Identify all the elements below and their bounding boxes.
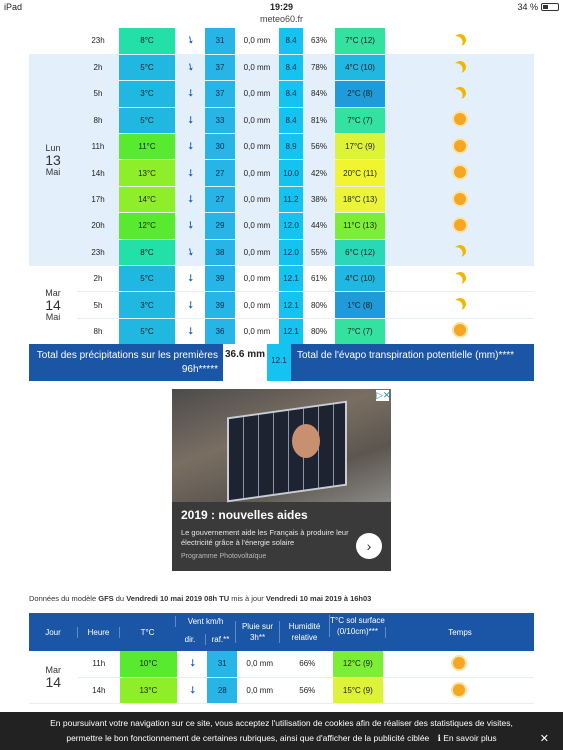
hour-cell: 14h xyxy=(78,677,121,703)
rain-cell: 0,0 mm xyxy=(235,318,279,344)
day-name: Mar xyxy=(45,665,62,676)
temp-cell: 8°C xyxy=(119,28,175,54)
hour-cell: 11h xyxy=(77,134,119,160)
etp-cell: 10.0 xyxy=(279,160,303,186)
day-cell xyxy=(29,651,78,704)
sky-cell xyxy=(385,134,534,160)
sun-icon xyxy=(454,140,466,152)
day-name: Lun xyxy=(45,142,61,153)
forecast-table-2 xyxy=(29,651,534,704)
header-jour: Jour xyxy=(45,628,61,637)
wind-arrow-icon: ➘ xyxy=(183,60,197,75)
header-vent: Vent km/h xyxy=(175,616,235,627)
humidity-cell: 56% xyxy=(303,134,335,160)
wind-arrow-icon: ➘ xyxy=(183,113,197,128)
temp-cell: 3°C xyxy=(119,81,175,107)
table-row xyxy=(29,213,534,239)
cookie-more-link[interactable]: ℹ En savoir plus xyxy=(437,733,497,743)
gust-cell: 37 xyxy=(205,54,235,80)
humidity-cell: 80% xyxy=(303,318,335,344)
soil-temp-cell: 18°C (13) xyxy=(335,186,385,212)
wind-arrow-icon: ➘ xyxy=(183,166,197,180)
sky-cell xyxy=(385,318,534,344)
wind-direction-cell xyxy=(175,54,205,80)
wind-arrow-icon: ➘ xyxy=(185,683,199,698)
table-row xyxy=(29,160,534,186)
sun-icon xyxy=(454,113,466,125)
day-month: Mai xyxy=(45,312,61,323)
solar-panel-image xyxy=(227,401,347,503)
etp-total-value: 12.1 xyxy=(267,344,291,381)
humidity-cell: 42% xyxy=(303,160,335,186)
soil-temp-cell: 12°C (9) xyxy=(333,651,384,677)
wind-arrow-icon: ➘ xyxy=(183,324,197,339)
adchoices-icon[interactable]: ▷✕ xyxy=(376,390,391,400)
cookie-text-line1: En poursuivant votre navigation sur ce site, vous acceptez l'utilisation de cookies afin de réaliser des statistiques de visites, xyxy=(50,718,513,728)
sky-cell xyxy=(385,81,534,107)
day-month: Mai xyxy=(45,166,61,177)
rain-cell: 0,0 mm xyxy=(235,266,279,292)
gust-cell: 39 xyxy=(205,292,235,318)
table-row xyxy=(29,28,534,54)
day-cell xyxy=(29,266,77,345)
hour-cell: 2h xyxy=(77,54,119,80)
rain-cell: 0,0 mm xyxy=(235,28,279,54)
wind-arrow-icon: ➘ xyxy=(183,298,197,312)
hour-cell: 5h xyxy=(77,292,119,318)
etp-total-label: Total de l'évapo transpiration potentielle (mm)**** xyxy=(297,350,515,361)
wind-direction-cell xyxy=(175,318,205,344)
day-name: Mar xyxy=(45,288,61,299)
gust-cell: 31 xyxy=(205,28,235,54)
sky-cell xyxy=(385,54,534,80)
table-row xyxy=(29,677,534,703)
model-info xyxy=(29,594,371,603)
header-sol: T°C sol surface (0/10cm)*** xyxy=(330,616,385,636)
sun-icon xyxy=(454,324,466,336)
battery-percent: 34 % xyxy=(517,2,538,12)
sun-icon xyxy=(454,166,466,178)
temp-cell: 13°C xyxy=(120,677,177,703)
table-row xyxy=(29,134,534,160)
wind-direction-cell xyxy=(175,266,205,292)
gust-cell: 27 xyxy=(205,160,235,186)
ad-description: Le gouvernement aide les Français à produire leur électricité grâce à l'énergie solaire xyxy=(181,528,349,547)
gust-cell: 39 xyxy=(205,266,235,292)
hour-cell: 5h xyxy=(77,81,119,107)
model-updated-label: mis à jour xyxy=(231,594,264,603)
cookie-banner xyxy=(0,712,563,750)
rain-cell: 0,0 mm xyxy=(235,186,279,212)
soil-temp-cell: 15°C (9) xyxy=(333,677,384,703)
etp-cell: 12.1 xyxy=(279,292,303,318)
gust-cell: 36 xyxy=(205,318,235,344)
etp-cell: 12.0 xyxy=(279,213,303,239)
hour-cell: 23h xyxy=(77,239,119,265)
gust-cell: 38 xyxy=(205,239,235,265)
hour-cell: 17h xyxy=(77,186,119,212)
soil-temp-cell: 20°C (11) xyxy=(335,160,385,186)
wind-arrow-icon: ➘ xyxy=(183,192,197,207)
wind-direction-cell xyxy=(175,160,205,186)
humidity-cell: 38% xyxy=(303,186,335,212)
wind-direction-cell xyxy=(175,186,205,212)
moon-icon xyxy=(452,270,467,285)
soil-temp-cell: 11°C (13) xyxy=(335,213,385,239)
sky-cell xyxy=(383,651,534,677)
ios-status-bar xyxy=(0,0,563,14)
etp-cell: 8.4 xyxy=(279,107,303,133)
wind-direction-cell xyxy=(175,28,205,54)
url-bar[interactable]: meteo60.fr xyxy=(0,14,563,28)
temp-cell: 12°C xyxy=(119,213,175,239)
chevron-right-icon[interactable]: › xyxy=(356,533,382,559)
humidity-cell: 80% xyxy=(303,292,335,318)
day-number: 14 xyxy=(45,674,62,691)
table-row xyxy=(29,318,534,344)
table-row xyxy=(29,54,534,80)
header-temps: Temps xyxy=(385,627,534,638)
etp-cell: 12.0 xyxy=(279,239,303,265)
table-row xyxy=(29,81,534,107)
hour-cell: 8h xyxy=(77,318,119,344)
sun-icon xyxy=(453,657,465,669)
person-image xyxy=(292,424,320,458)
battery-icon xyxy=(541,3,559,11)
table-row xyxy=(29,186,534,212)
wind-arrow-icon: ➘ xyxy=(183,271,197,286)
device-label: iPad xyxy=(4,2,23,12)
model-du: du xyxy=(115,594,125,603)
temp-cell: 5°C xyxy=(119,54,175,80)
humidity-cell: 78% xyxy=(303,54,335,80)
wind-arrow-icon: ➘ xyxy=(185,657,199,671)
day-number: 14 xyxy=(45,297,61,314)
gust-cell: 29 xyxy=(205,213,235,239)
soil-temp-cell: 7°C (7) xyxy=(335,107,385,133)
sun-icon xyxy=(453,684,465,696)
wind-direction-cell xyxy=(175,134,205,160)
humidity-cell: 44% xyxy=(303,213,335,239)
humidity-cell: 61% xyxy=(303,266,335,292)
humidity-cell: 84% xyxy=(303,81,335,107)
precip-total-label: Total des précipitations sur les premières 96h***** xyxy=(36,350,218,375)
wind-arrow-icon: ➘ xyxy=(183,219,197,233)
soil-temp-cell: 1°C (8) xyxy=(335,292,385,318)
sky-cell xyxy=(385,160,534,186)
temp-cell: 8°C xyxy=(119,239,175,265)
rain-cell: 0,0 mm xyxy=(235,134,279,160)
header-temp: T°C xyxy=(119,627,175,638)
battery-status xyxy=(517,2,559,12)
temp-cell: 10°C xyxy=(120,651,177,677)
hour-cell: 20h xyxy=(77,213,119,239)
model-name: GFS xyxy=(98,594,114,603)
moon-icon xyxy=(452,59,467,74)
soil-temp-cell: 4°C (10) xyxy=(335,54,385,80)
sky-cell xyxy=(385,266,534,292)
moon-icon xyxy=(452,85,467,100)
header-raf: raf.** xyxy=(205,634,235,645)
ad-photo xyxy=(172,389,391,502)
wind-arrow-icon: ➘ xyxy=(183,34,197,48)
sun-icon xyxy=(454,193,466,205)
rain-cell: 0,0 mm xyxy=(235,54,279,80)
table-row xyxy=(29,266,534,292)
clock: 19:29 xyxy=(269,2,294,12)
rain-cell: 0,0 mm xyxy=(235,160,279,186)
wind-arrow-icon: ➘ xyxy=(183,245,197,260)
wind-direction-cell xyxy=(175,292,205,318)
soil-temp-cell: 7°C (7) xyxy=(335,318,385,344)
etp-cell: 8.4 xyxy=(279,28,303,54)
temp-cell: 11°C xyxy=(119,134,175,160)
humidity-cell: 81% xyxy=(303,107,335,133)
temp-cell: 14°C xyxy=(119,186,175,212)
moon-icon xyxy=(452,244,467,259)
hour-cell: 14h xyxy=(77,160,119,186)
temp-cell: 5°C xyxy=(119,318,175,344)
sky-cell xyxy=(383,677,534,703)
gust-cell: 37 xyxy=(205,81,235,107)
wind-direction-cell xyxy=(175,239,205,265)
day-number: 13 xyxy=(45,151,61,168)
gust-cell: 33 xyxy=(205,107,235,133)
close-icon[interactable]: ✕ xyxy=(539,733,549,745)
humidity-cell: 55% xyxy=(303,239,335,265)
wind-direction-cell xyxy=(175,213,205,239)
header-dir: dir. xyxy=(184,635,196,644)
advertisement[interactable] xyxy=(172,389,391,571)
ad-source: Programme Photovoltaïque xyxy=(181,553,267,560)
rain-cell: 0,0 mm xyxy=(237,651,282,677)
table-row xyxy=(29,651,534,677)
rain-cell: 0,0 mm xyxy=(235,107,279,133)
sky-cell xyxy=(385,28,534,54)
precip-total-value: 36.6 mm xyxy=(223,344,267,381)
rain-cell: 0,0 mm xyxy=(235,81,279,107)
hour-cell: 8h xyxy=(77,107,119,133)
model-updated-at: Vendredi 10 mai 2019 à 16h03 xyxy=(265,594,372,603)
day-cell xyxy=(29,54,77,265)
table-row xyxy=(29,292,534,318)
wind-direction-cell xyxy=(177,677,207,703)
model-run: Vendredi 10 mai 2019 08h TU xyxy=(126,594,230,603)
gust-cell: 30 xyxy=(205,134,235,160)
sun-icon xyxy=(454,219,466,231)
etp-cell: 8.4 xyxy=(279,81,303,107)
etp-cell: 12.1 xyxy=(279,318,303,344)
soil-temp-cell: 6°C (12) xyxy=(335,239,385,265)
wind-direction-cell xyxy=(175,107,205,133)
temp-cell: 5°C xyxy=(119,107,175,133)
header-pluie: Pluie sur 3h** xyxy=(235,621,279,643)
temp-cell: 3°C xyxy=(119,292,175,318)
etp-cell: 8.9 xyxy=(279,134,303,160)
moon-icon xyxy=(452,32,467,47)
wind-arrow-icon: ➘ xyxy=(183,139,197,154)
wind-arrow-icon: ➘ xyxy=(183,87,197,101)
etp-cell: 11.2 xyxy=(279,186,303,212)
totals-bar xyxy=(29,344,534,381)
temp-cell: 5°C xyxy=(119,266,175,292)
rain-cell: 0,0 mm xyxy=(237,677,282,703)
etp-cell: 8.4 xyxy=(279,54,303,80)
humidity-cell: 63% xyxy=(303,28,335,54)
moon-icon xyxy=(452,296,467,311)
header-humidite: Humidité relative xyxy=(279,621,329,643)
rain-cell: 0,0 mm xyxy=(235,213,279,239)
gust-cell: 31 xyxy=(207,651,237,677)
wind-direction-cell xyxy=(177,651,207,677)
humidity-cell: 66% xyxy=(282,651,333,677)
table-row xyxy=(29,239,534,265)
sky-cell xyxy=(385,213,534,239)
temp-cell: 13°C xyxy=(119,160,175,186)
gust-cell: 27 xyxy=(205,186,235,212)
day-cell xyxy=(29,28,77,54)
ad-title[interactable]: 2019 : nouvelles aides xyxy=(181,508,308,522)
cookie-text-line2: permettre le bon fonctionnement de certaines rubriques, ainsi que d'afficher de la publicité ciblée xyxy=(66,733,430,743)
soil-temp-cell: 17°C (9) xyxy=(335,134,385,160)
soil-temp-cell: 2°C (8) xyxy=(335,81,385,107)
sky-cell xyxy=(385,186,534,212)
hour-cell: 11h xyxy=(78,651,121,677)
humidity-cell: 56% xyxy=(282,677,333,703)
soil-temp-cell: 7°C (12) xyxy=(335,28,385,54)
table-header xyxy=(29,613,534,651)
rain-cell: 0,0 mm xyxy=(235,292,279,318)
etp-cell: 12.1 xyxy=(279,266,303,292)
rain-cell: 0,0 mm xyxy=(235,239,279,265)
hour-cell: 2h xyxy=(77,266,119,292)
header-heure: Heure xyxy=(77,627,119,638)
wind-direction-cell xyxy=(175,81,205,107)
model-prefix: Données du modèle xyxy=(29,594,97,603)
table-row xyxy=(29,107,534,133)
sky-cell xyxy=(385,239,534,265)
sky-cell xyxy=(385,292,534,318)
hour-cell: 23h xyxy=(77,28,119,54)
forecast-table xyxy=(29,28,534,345)
gust-cell: 28 xyxy=(207,677,237,703)
sky-cell xyxy=(385,107,534,133)
soil-temp-cell: 4°C (10) xyxy=(335,266,385,292)
